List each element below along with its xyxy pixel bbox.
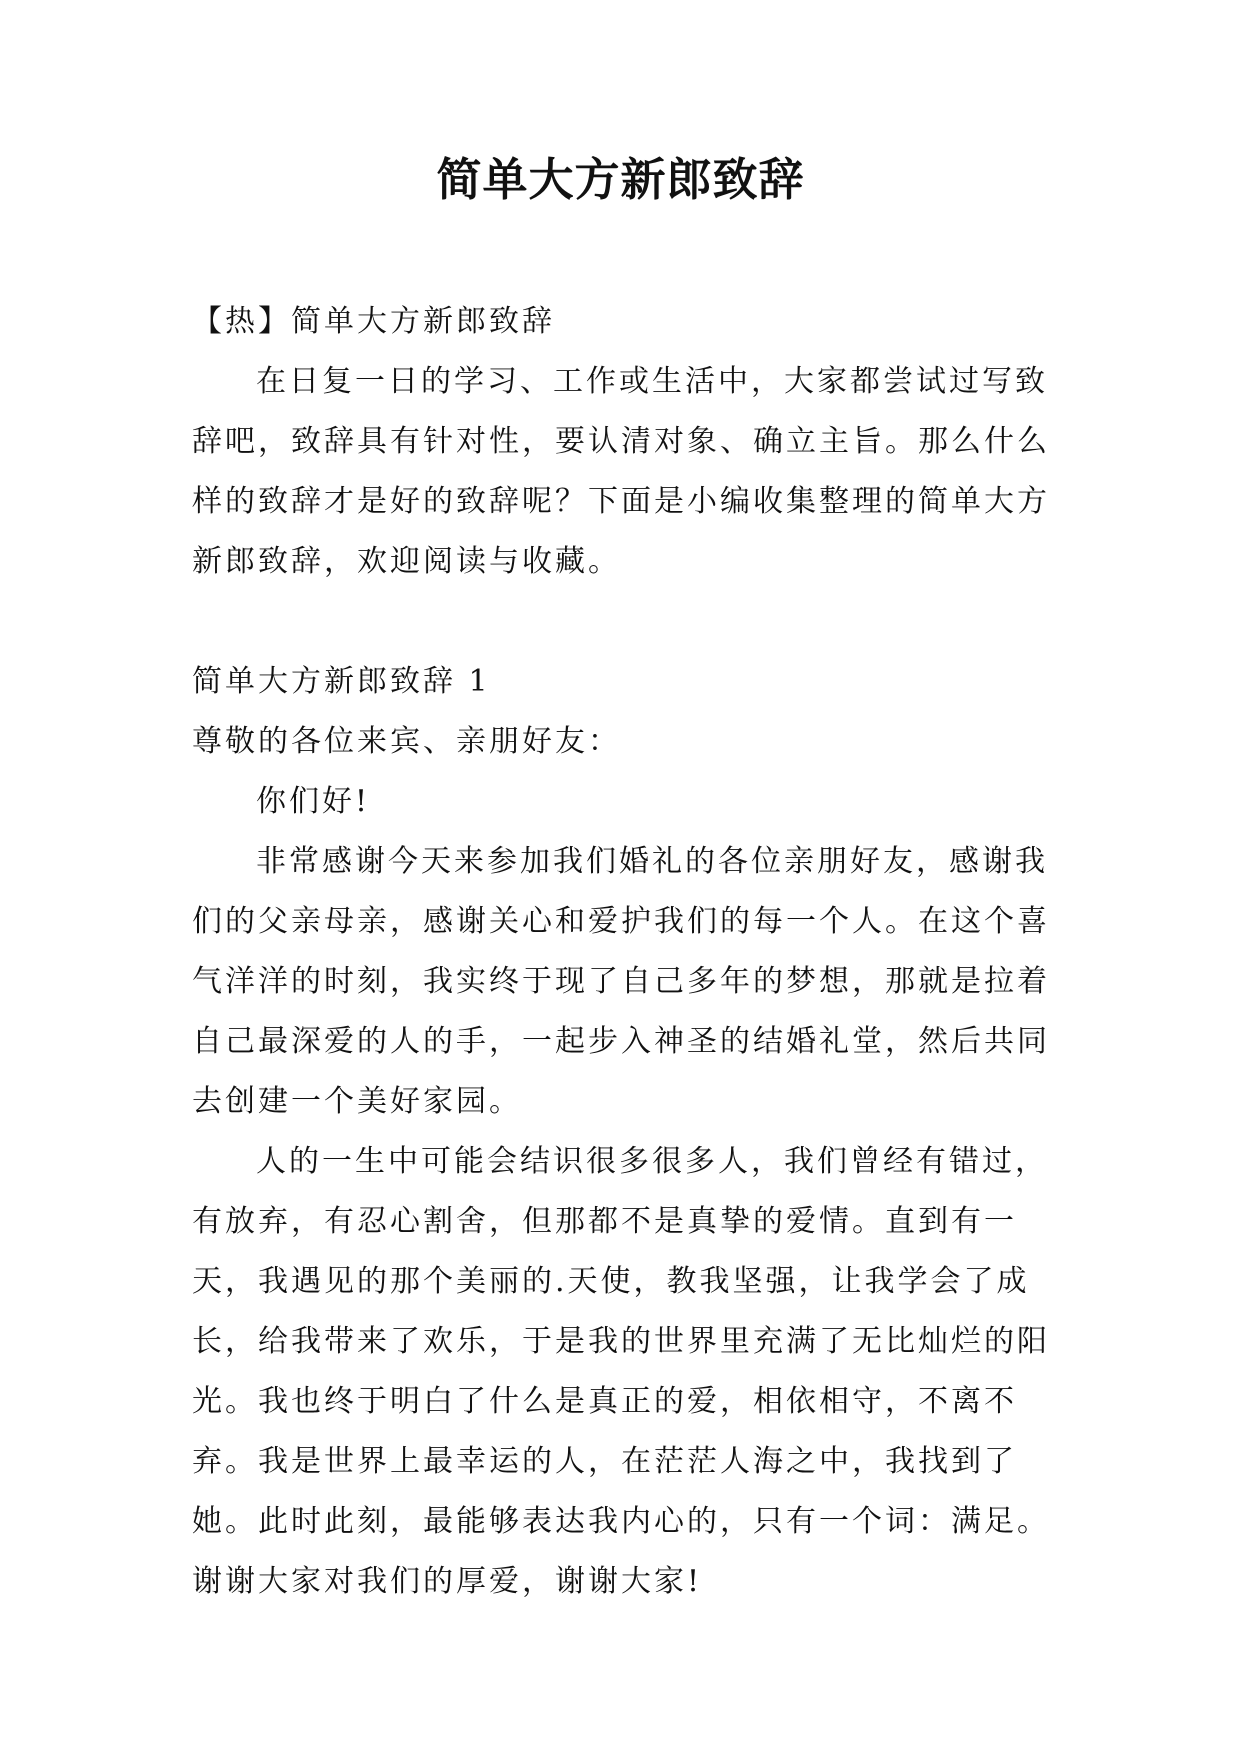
intro-paragraph: 在日复一日的学习、工作或生活中，大家都尝试过写致辞吧，致辞具有针对性，要认清对象、确立主旨。那么什么样的致辞才是好的致辞呢？下面是小编收集整理的简单大方新郎致辞，欢迎阅读与收藏。 (192, 364, 1050, 579)
greeting: 你们好! (256, 784, 371, 819)
body-paragraph: 非常感谢今天来参加我们婚礼的各位亲朋好友，感谢我们的父亲母亲，感谢关心和爱护我们的每一个人。在这个喜气洋洋的时刻，我实终于现了自己多年的梦想，那就是拉着自己最深爱的人的手，一起步入神圣的结婚礼堂，然后共同去创建一个美好家园。 (192, 844, 1050, 1119)
section-heading: 简单大方新郎致辞 1 (192, 664, 491, 699)
body-paragraph: 人的一生中可能会结识很多很多人，我们曾经有错过，有放弃，有忍心割舍，但那都不是真挚的爱情。直到有一天，我遇见的那个美丽的.天使，教我坚强，让我学会了成长，给我带来了欢乐，于是我的世界里充满了无比灿烂的阳光。我也终于明白了什么是真正的爱，相依相守，不离不弃。我是世界上最幸运的人，在茫茫人海之中，我找到了她。此时此刻，最能够表达我内心的，只有一个词：满足。谢谢大家对我们的厚爱，谢谢大家! (192, 1144, 1050, 1599)
salutation: 尊敬的各位来宾、亲朋好友： (192, 724, 621, 759)
document-subtitle: 【热】简单大方新郎致辞 (192, 304, 555, 339)
section-spacer (192, 592, 1072, 652)
document-title: 简单大方新郎致辞 (436, 153, 805, 206)
document-body (192, 292, 1072, 1612)
